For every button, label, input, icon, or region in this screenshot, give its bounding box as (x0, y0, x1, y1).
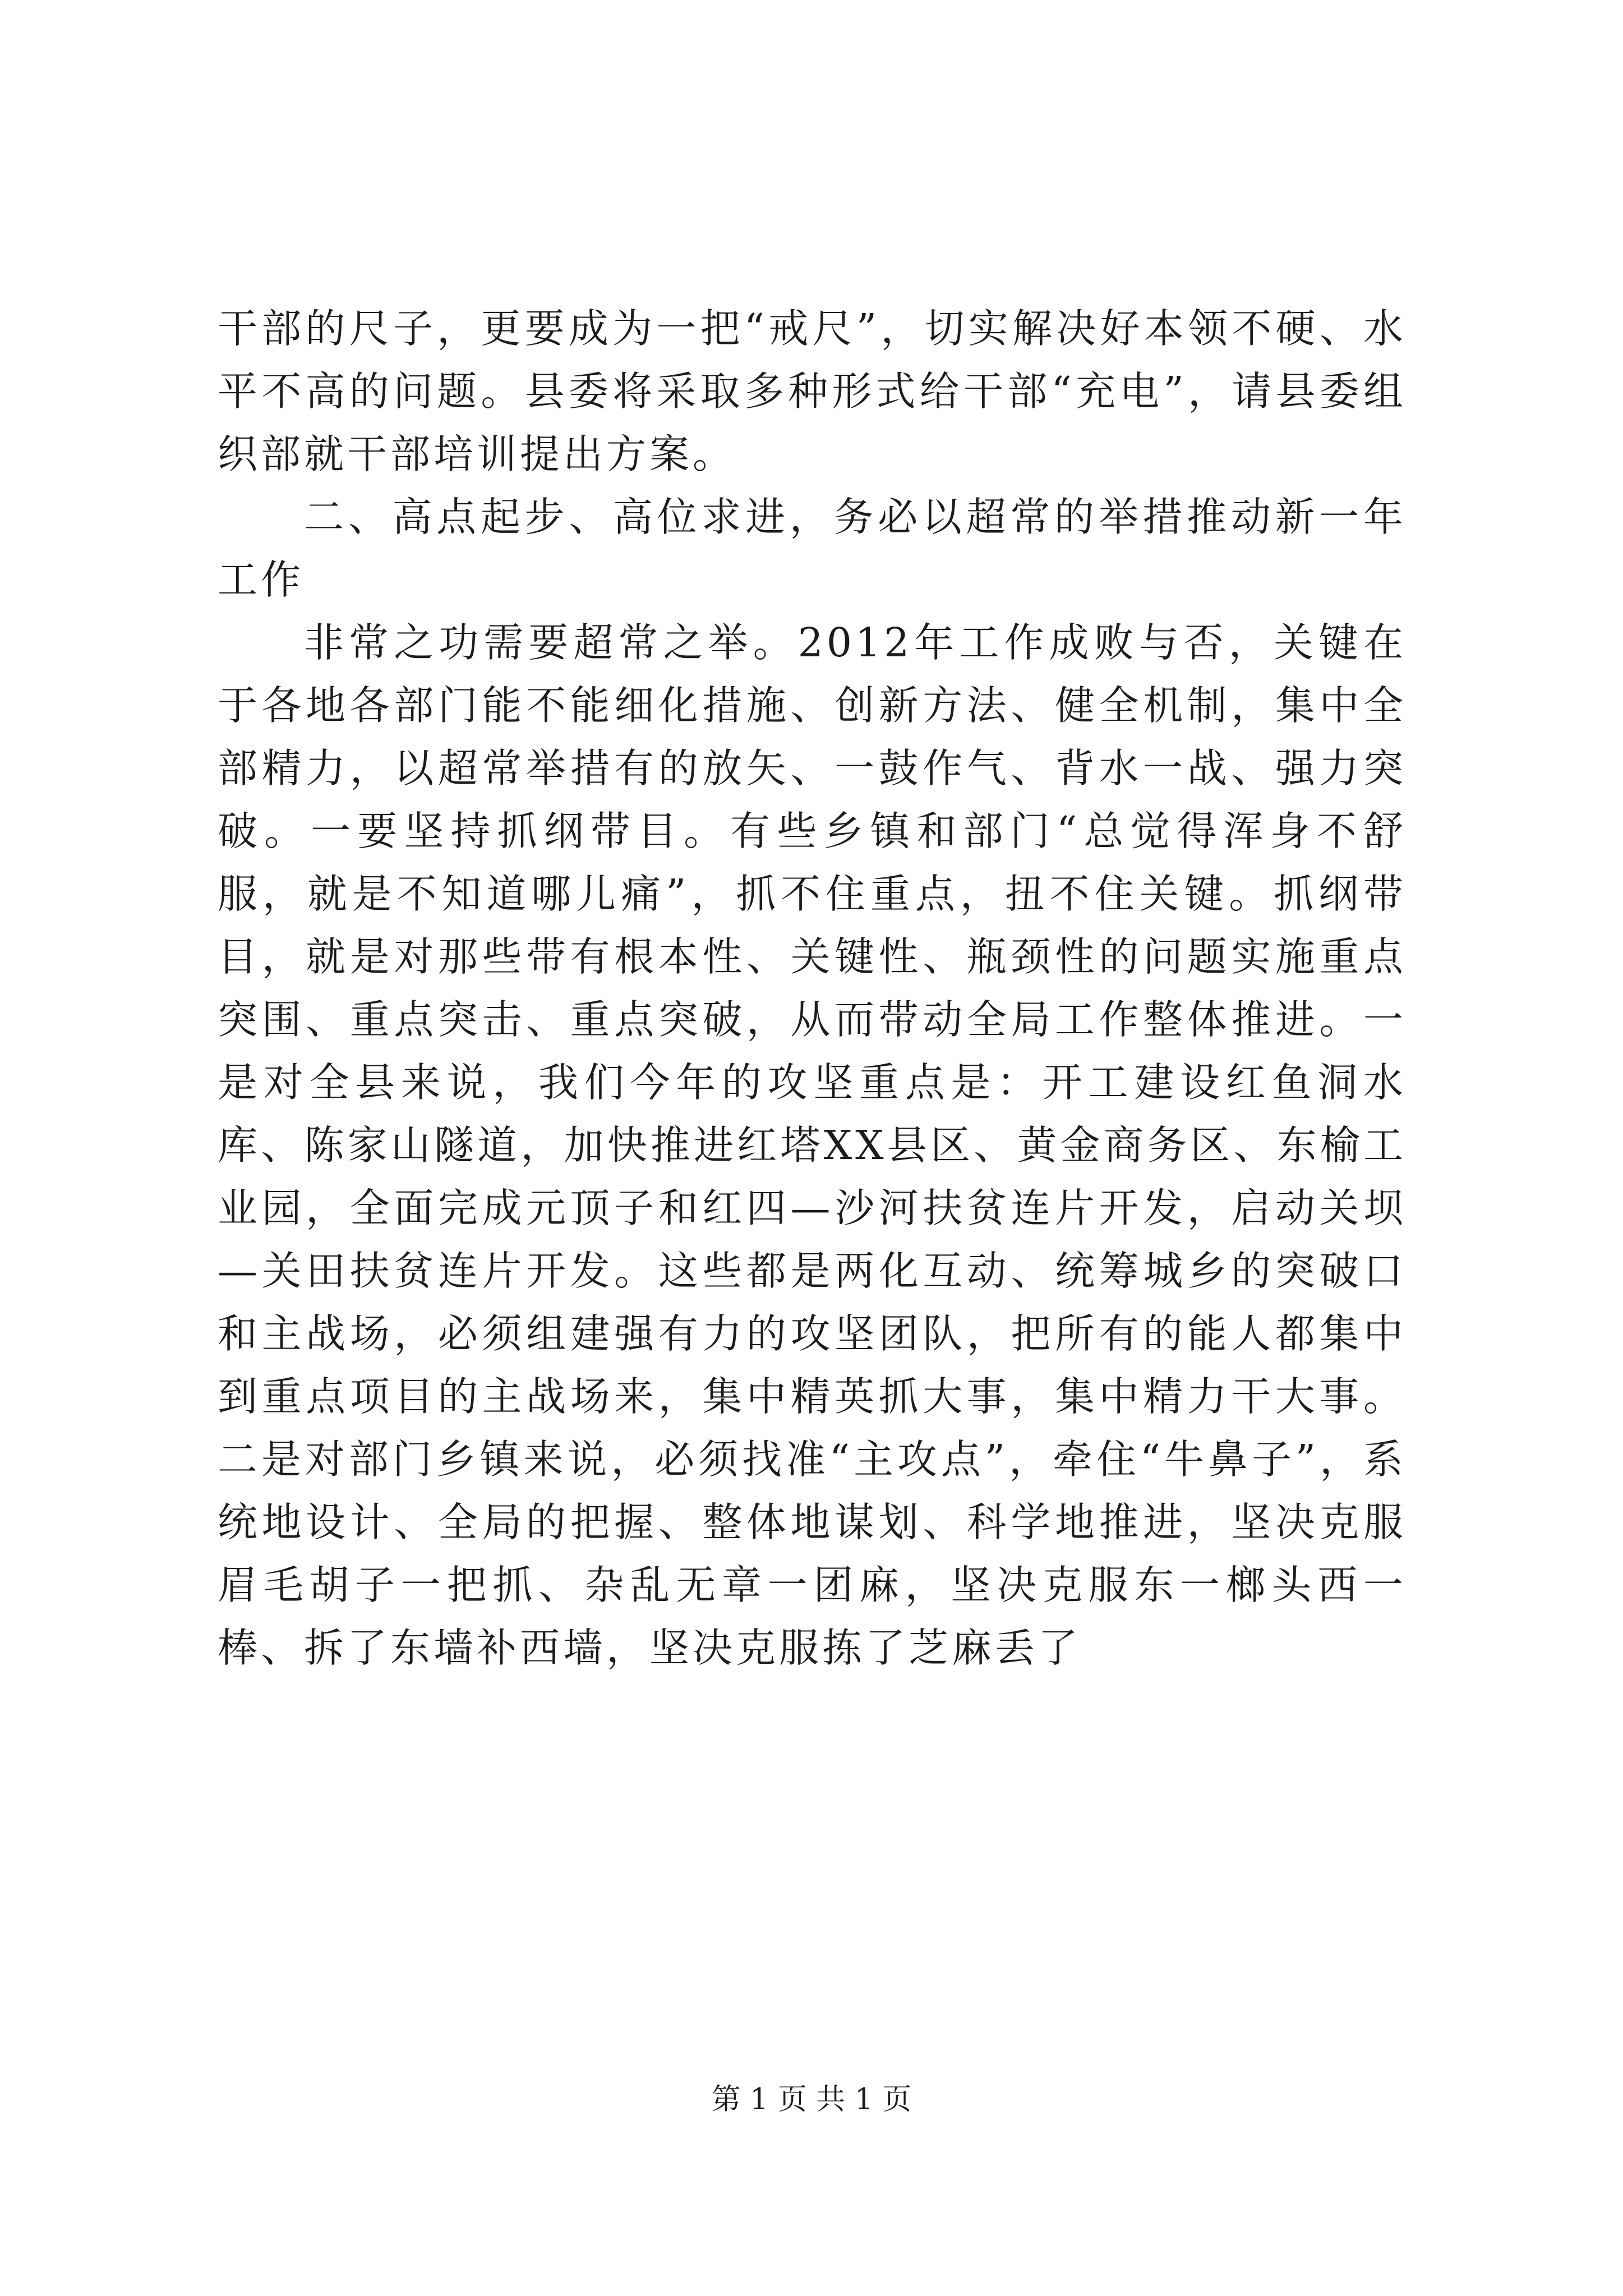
page-footer: 第 1 页 共 1 页 (711, 2083, 912, 2116)
document-body (218, 297, 1407, 1680)
paragraph-continuation: 干部的尺子，更要成为一把“戒尺”，切实解决好本领不硬、水平不高的问题。县委将采取多种形式给干部“充电”，请县委组织部就干部培训提出方案。 (218, 305, 1407, 477)
section-heading: 二、高点起步、高位求进，务必以超常的举措推动新一年工作 (218, 494, 1407, 603)
paragraph-body: 非常之功需要超常之举。2012年工作成败与否，关键在于各地各部门能不能细化措施、创新方法、健全机制，集中全部精力，以超常举措有的放矢、一鼓作气、背水一战、强力突破。一要坚持抓纲带目。有些乡镇和部门“总觉得浑身不舒服，就是不知道哪儿痛”，抓不住重点，扭不住关键。抓纲带目，就是对那些带有根本性、关键性、瓶颈性的问题实施重点突围、重点突击、重点突破，从而带动全局工作整体推进。一是对全县来说，我们今年的攻坚重点是：开工建设红鱼洞水库、陈家山隧道，加快推进红塔XX县区、黄金商务区、东榆工业园，全面完成元顶子和红四—沙河扶贫连片开发，启动关坝—关田扶贫连片开发。这些都是两化互动、统筹城乡的突破口和主战场，必须组建强有力的攻坚团队，把所有的能人都集中到重点项目的主战场来，集中精英抓大事，集中精力干大事。二是对部门乡镇来说，必须找准“主攻点”，牵住“牛鼻子”，系统地设计、全局的把握、整体地谋划、科学地推进，坚决克服眉毛胡子一把抓、杂乱无章一团麻，坚决克服东一榔头西一棒、拆了东墙补西墙，坚决克服拣了芝麻丢了 (218, 619, 1407, 1671)
